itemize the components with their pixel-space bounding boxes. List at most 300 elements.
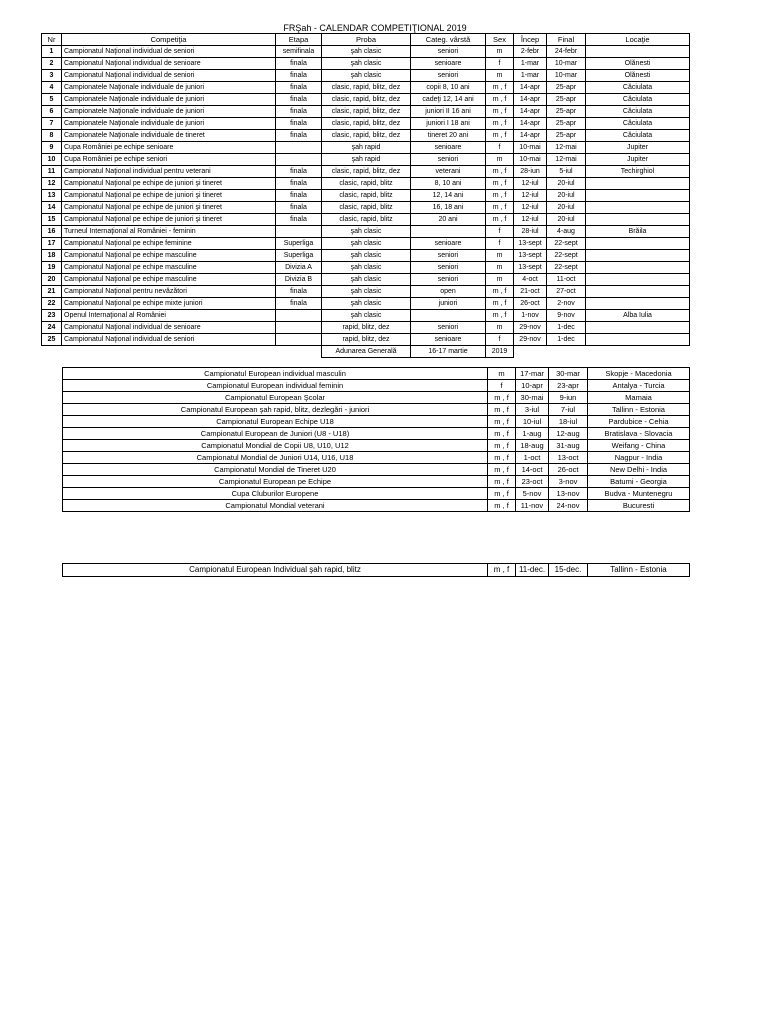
cell-event: şah clasic	[322, 286, 411, 298]
cell-competition: Campionatul European pe Echipe	[63, 476, 488, 488]
cell-end-date: 25-apr	[547, 94, 586, 106]
cell-sex: m , f	[488, 404, 516, 416]
cell-competition: Campionatele Naţionale individuale de tineret	[62, 130, 276, 142]
cell-start-date: 14-oct	[516, 464, 549, 476]
cell-nr: 9	[42, 142, 62, 154]
cell-end-date: 10-mar	[547, 58, 586, 70]
assembly-row	[42, 346, 690, 358]
cell-sex: m , f	[488, 500, 516, 512]
cell-location	[586, 202, 690, 214]
cell-nr: 16	[42, 226, 62, 238]
cell-sex: m	[486, 262, 514, 274]
table-row	[63, 500, 690, 512]
cell-sex: f	[486, 142, 514, 154]
cell-age-category: cadeţi 12, 14 ani	[411, 94, 486, 106]
cell-sex: m , f	[486, 106, 514, 118]
table-row	[42, 334, 690, 346]
cell-start-date: 13-sept	[514, 238, 547, 250]
cell-end-date: 2-nov	[547, 298, 586, 310]
cell-age-category	[411, 226, 486, 238]
cell-competition: Campionatul Naţional individual de seniori	[62, 334, 276, 346]
cell-start-date: 10-mai	[514, 154, 547, 166]
cell-end-date: 9-iun	[549, 392, 588, 404]
header-start-date: Încep	[514, 34, 547, 46]
cell-nr: 3	[42, 70, 62, 82]
cell-start-date: 1-mar	[514, 70, 547, 82]
page-title: FRŞah - CALENDAR COMPETIŢIONAL 2019	[283, 23, 467, 33]
cell-stage: finala	[276, 130, 322, 142]
cell-location: Skopje - Macedonia	[588, 368, 690, 380]
cell-location: Jupiter	[586, 154, 690, 166]
cell-stage: finala	[276, 214, 322, 226]
cell-location: Budva - Muntenegru	[588, 488, 690, 500]
cell-competition: Campionatele Naţionale individuale de juniori	[62, 94, 276, 106]
cell-start-date: 21-oct	[514, 286, 547, 298]
cell-start-date: 12-iul	[514, 178, 547, 190]
cell-event: şah clasic	[322, 226, 411, 238]
cell-end-date: 12-mai	[547, 154, 586, 166]
cell-end-date: 30-mar	[549, 368, 588, 380]
cell-event: clasic, rapid, blitz, dez	[322, 130, 411, 142]
cell-competition: Campionatul Naţional pe echipe feminine	[62, 238, 276, 250]
cell-end-date: 25-apr	[547, 106, 586, 118]
cell-event: clasic, rapid, blitz	[322, 190, 411, 202]
cell-event: şah clasic	[322, 274, 411, 286]
cell-sex: m , f	[488, 392, 516, 404]
cell-location	[586, 334, 690, 346]
cell-location: Căciulata	[586, 94, 690, 106]
cell-competition: Campionatul Mondial veterani	[63, 500, 488, 512]
cell-event: rapid, blitz, dez	[322, 334, 411, 346]
cell-location: Căciulata	[586, 82, 690, 94]
cell-location: Antalya - Turcia	[588, 380, 690, 392]
cell-nr: 14	[42, 202, 62, 214]
cell-end-date: 31-aug	[549, 440, 588, 452]
table-row	[63, 488, 690, 500]
cell-nr: 6	[42, 106, 62, 118]
cell-end-date: 20-iul	[547, 190, 586, 202]
cell-sex: m , f	[486, 286, 514, 298]
cell-nr: 17	[42, 238, 62, 250]
cell-sex: m	[486, 274, 514, 286]
cell-competition: Turneul Internaţional al României - feminin	[62, 226, 276, 238]
table-row	[42, 202, 690, 214]
cell-competition: Campionatul Mondial de Tineret U20	[63, 464, 488, 476]
cell-end-date: 12-aug	[549, 428, 588, 440]
cell-age-category: senioare	[411, 238, 486, 250]
cell-age-category: senioare	[411, 142, 486, 154]
cell-end-date: 25-apr	[547, 82, 586, 94]
header-location: Locaţie	[586, 34, 690, 46]
cell-stage: Superliga	[276, 238, 322, 250]
cell-location	[586, 262, 690, 274]
cell-event: rapid, blitz, dez	[322, 322, 411, 334]
cell-start-date: 14-apr	[514, 118, 547, 130]
cell-nr: 19	[42, 262, 62, 274]
cell-start-date: 14-apr	[514, 82, 547, 94]
table-row	[63, 476, 690, 488]
cell-event: şah clasic	[322, 298, 411, 310]
cell-start-date: 10-iul	[516, 416, 549, 428]
cell-event: şah rapid	[322, 154, 411, 166]
assembly-label: Adunarea Generală	[322, 346, 411, 358]
cell-end-date: 20-iul	[547, 202, 586, 214]
cell-sex: f	[486, 334, 514, 346]
cell-age-category: juniori	[411, 298, 486, 310]
cell-sex: m , f	[486, 118, 514, 130]
cell-start-date: 4-oct	[514, 274, 547, 286]
cell-competition: Campionatul Naţional individual de senioare	[62, 58, 276, 70]
cell-event: şah clasic	[322, 46, 411, 58]
cell-start-date: 23-oct	[516, 476, 549, 488]
table-row	[42, 46, 690, 58]
cell-stage: Divizia A	[276, 262, 322, 274]
cell-start-date: 29-nov	[514, 334, 547, 346]
cell-stage: finala	[276, 190, 322, 202]
cell-stage: finala	[276, 82, 322, 94]
cell-start-date: 11-nov	[516, 500, 549, 512]
cell-location	[586, 298, 690, 310]
cell-competition: Campionatele Naţionale individuale de juniori	[62, 82, 276, 94]
cell-location: Bratislava - Slovacia	[588, 428, 690, 440]
cell-sex: m	[486, 70, 514, 82]
table-row	[63, 452, 690, 464]
cell-start-date: 10-mai	[514, 142, 547, 154]
cell-competition: Campionatul Naţional individual de senioare	[62, 322, 276, 334]
cell-end-date: 5-iul	[547, 166, 586, 178]
cell-start-date: 14-apr	[514, 130, 547, 142]
cell-location	[586, 214, 690, 226]
national-calendar-table	[41, 33, 690, 358]
cell-location: Căciulata	[586, 118, 690, 130]
cell-competition: Campionatul European Individual şah rapid, blitz	[63, 564, 488, 577]
cell-start-date: 10-apr	[516, 380, 549, 392]
cell-age-category: 12, 14 ani	[411, 190, 486, 202]
cell-end-date: 25-apr	[547, 118, 586, 130]
cell-location: Căciulata	[586, 106, 690, 118]
cell-location: Batumi - Georgia	[588, 476, 690, 488]
cell-sex: m , f	[488, 488, 516, 500]
cell-start-date: 1-aug	[516, 428, 549, 440]
cell-sex: m , f	[486, 178, 514, 190]
cell-sex: m	[488, 368, 516, 380]
cell-start-date: 17-mar	[516, 368, 549, 380]
cell-sex: m , f	[488, 440, 516, 452]
cell-end-date: 27-oct	[547, 286, 586, 298]
cell-end-date: 20-iul	[547, 214, 586, 226]
header-stage: Etapa	[276, 34, 322, 46]
cell-competition: Campionatul Naţional pe echipe de juniori şi tineret	[62, 202, 276, 214]
cell-end-date: 22-sept	[547, 262, 586, 274]
cell-start-date: 30-mai	[516, 392, 549, 404]
cell-nr: 5	[42, 94, 62, 106]
cell-competition: Campionatul European individual masculin	[63, 368, 488, 380]
cell-nr: 8	[42, 130, 62, 142]
cell-location: Pardubice - Cehia	[588, 416, 690, 428]
cell-competition: Cupa României pe echipe senioare	[62, 142, 276, 154]
cell-end-date: 7-iul	[549, 404, 588, 416]
cell-competition: Campionatul European Şcolar	[63, 392, 488, 404]
cell-event: şah clasic	[322, 250, 411, 262]
cell-stage	[276, 322, 322, 334]
cell-end-date: 26-oct	[549, 464, 588, 476]
cell-start-date: 11-dec.	[516, 564, 549, 577]
table-row	[63, 464, 690, 476]
table-row	[42, 310, 690, 322]
cell-end-date: 9-nov	[547, 310, 586, 322]
cell-stage: finala	[276, 298, 322, 310]
cell-event: clasic, rapid, blitz, dez	[322, 106, 411, 118]
cell-start-date: 1-nov	[514, 310, 547, 322]
cell-end-date: 1-dec	[547, 322, 586, 334]
header-sex: Sex	[486, 34, 514, 46]
cell-competition: Campionatul European Echipe U18	[63, 416, 488, 428]
table-row	[42, 70, 690, 82]
table-row	[42, 226, 690, 238]
cell-location	[586, 46, 690, 58]
cell-nr: 20	[42, 274, 62, 286]
cell-sex: m , f	[488, 428, 516, 440]
table-row	[63, 564, 690, 577]
cell-age-category: 20 ani	[411, 214, 486, 226]
cell-nr: 12	[42, 178, 62, 190]
cell-age-category: veterani	[411, 166, 486, 178]
cell-start-date: 29-nov	[514, 322, 547, 334]
cell-stage: finala	[276, 286, 322, 298]
cell-start-date: 26-oct	[514, 298, 547, 310]
table-row	[42, 274, 690, 286]
assembly-date: 16-17 martie	[411, 346, 486, 358]
cell-event: clasic, rapid, blitz	[322, 178, 411, 190]
cell-sex: m , f	[486, 130, 514, 142]
cell-age-category: seniori	[411, 262, 486, 274]
cell-location: Weifang - China	[588, 440, 690, 452]
cell-age-category: copii 8, 10 ani	[411, 82, 486, 94]
cell-end-date: 12-mai	[547, 142, 586, 154]
cell-competition: Campionatul Mondial de Copii U8, U10, U12	[63, 440, 488, 452]
cell-sex: m , f	[488, 464, 516, 476]
cell-end-date: 13-oct	[549, 452, 588, 464]
cell-location: Brăila	[586, 226, 690, 238]
extra-event-table	[62, 563, 690, 577]
cell-competition: Campionatul Naţional pe echipe masculine	[62, 274, 276, 286]
cell-location: Olănesti	[586, 58, 690, 70]
cell-end-date: 22-sept	[547, 238, 586, 250]
cell-event: clasic, rapid, blitz, dez	[322, 166, 411, 178]
cell-start-date: 13-sept	[514, 250, 547, 262]
cell-start-date: 28-iun	[514, 166, 547, 178]
cell-start-date: 2-febr	[514, 46, 547, 58]
cell-start-date: 5-nov	[516, 488, 549, 500]
cell-nr: 22	[42, 298, 62, 310]
cell-age-category: juniori II 16 ani	[411, 106, 486, 118]
cell-location: Tallinn - Estonia	[588, 564, 690, 577]
cell-competition: Campionatul Naţional pe echipe masculine	[62, 262, 276, 274]
cell-location	[586, 322, 690, 334]
cell-age-category: seniori	[411, 322, 486, 334]
header-nr: Nr	[42, 34, 62, 46]
table-row	[42, 118, 690, 130]
cell-stage: Superliga	[276, 250, 322, 262]
cell-sex: m , f	[488, 476, 516, 488]
cell-competition: Campionatele Naţionale individuale de juniori	[62, 118, 276, 130]
cell-event: clasic, rapid, blitz, dez	[322, 118, 411, 130]
table-row	[42, 214, 690, 226]
cell-end-date: 4-aug	[547, 226, 586, 238]
cell-location	[586, 250, 690, 262]
cell-start-date: 14-apr	[514, 94, 547, 106]
assembly-year: 2019	[486, 346, 514, 358]
cell-nr: 2	[42, 58, 62, 70]
cell-location: Alba Iulia	[586, 310, 690, 322]
cell-stage: finala	[276, 166, 322, 178]
cell-nr: 11	[42, 166, 62, 178]
cell-sex: m , f	[486, 94, 514, 106]
cell-event: şah clasic	[322, 70, 411, 82]
table-row	[42, 94, 690, 106]
cell-stage	[276, 334, 322, 346]
cell-nr: 15	[42, 214, 62, 226]
cell-age-category: seniori	[411, 46, 486, 58]
cell-age-category: 16, 18 ani	[411, 202, 486, 214]
cell-sex: m , f	[486, 298, 514, 310]
cell-event: clasic, rapid, blitz, dez	[322, 82, 411, 94]
table-row	[42, 58, 690, 70]
cell-competition: Campionatul European de Juniori (U8 - U18)	[63, 428, 488, 440]
cell-stage: semifinala	[276, 46, 322, 58]
cell-event: şah rapid	[322, 142, 411, 154]
cell-stage: finala	[276, 106, 322, 118]
cell-stage: finala	[276, 70, 322, 82]
cell-age-category: seniori	[411, 274, 486, 286]
table-row	[42, 178, 690, 190]
table-row	[63, 368, 690, 380]
cell-stage	[276, 154, 322, 166]
cell-end-date: 23-apr	[549, 380, 588, 392]
cell-end-date: 20-iul	[547, 178, 586, 190]
header-age-category: Categ. vârstă	[411, 34, 486, 46]
cell-location: Mamaia	[588, 392, 690, 404]
table-row	[42, 166, 690, 178]
cell-competition: Cupa Cluburilor Europene	[63, 488, 488, 500]
table-row	[63, 416, 690, 428]
cell-competition: Cupa României pe echipe seniori	[62, 154, 276, 166]
cell-start-date: 1-mar	[514, 58, 547, 70]
cell-location	[586, 238, 690, 250]
table-row	[42, 154, 690, 166]
cell-sex: f	[486, 238, 514, 250]
cell-sex: m , f	[486, 214, 514, 226]
cell-competition: Campionatul Naţional individual de seniori	[62, 46, 276, 58]
cell-end-date: 22-sept	[547, 250, 586, 262]
cell-competition: Campionatul Naţional pe echipe de juniori şi tineret	[62, 214, 276, 226]
cell-event: şah clasic	[322, 262, 411, 274]
cell-stage: finala	[276, 58, 322, 70]
table-row	[42, 106, 690, 118]
cell-nr: 4	[42, 82, 62, 94]
cell-sex: m , f	[486, 310, 514, 322]
cell-age-category: seniori	[411, 70, 486, 82]
cell-competition: Campionatul Naţional pe echipe de juniori şi tineret	[62, 178, 276, 190]
cell-event: clasic, rapid, blitz, dez	[322, 94, 411, 106]
cell-stage: finala	[276, 178, 322, 190]
cell-sex: m	[486, 154, 514, 166]
cell-location: Olănesti	[586, 70, 690, 82]
cell-competition: Campionatul Naţional individual pentru veterani	[62, 166, 276, 178]
table-row	[63, 428, 690, 440]
cell-sex: f	[486, 226, 514, 238]
cell-competition: Campionatul European şah rapid, blitz, dezlegări - juniori	[63, 404, 488, 416]
cell-start-date: 12-iul	[514, 190, 547, 202]
cell-start-date: 12-iul	[514, 202, 547, 214]
international-calendar-table	[62, 367, 690, 512]
table-row	[42, 286, 690, 298]
cell-competition: Campionatul Naţional pe echipe mixte juniori	[62, 298, 276, 310]
cell-sex: m , f	[488, 564, 516, 577]
cell-nr: 7	[42, 118, 62, 130]
cell-end-date: 24-febr	[547, 46, 586, 58]
table-row	[42, 298, 690, 310]
cell-event: şah clasic	[322, 310, 411, 322]
header-end-date: Final	[547, 34, 586, 46]
table-row	[42, 142, 690, 154]
table-row	[42, 130, 690, 142]
cell-location	[586, 178, 690, 190]
cell-age-category: senioare	[411, 58, 486, 70]
cell-competition: Campionatul Naţional pe echipe de juniori şi tineret	[62, 190, 276, 202]
cell-location: Nagpur - India	[588, 452, 690, 464]
cell-age-category: 8, 10 ani	[411, 178, 486, 190]
cell-sex: m	[486, 250, 514, 262]
cell-location	[586, 286, 690, 298]
cell-age-category	[411, 310, 486, 322]
cell-nr: 21	[42, 286, 62, 298]
cell-sex: f	[486, 58, 514, 70]
cell-stage	[276, 310, 322, 322]
header-row	[42, 34, 690, 46]
cell-location	[586, 274, 690, 286]
cell-stage	[276, 142, 322, 154]
header-competition: Competiţia	[62, 34, 276, 46]
cell-start-date: 18-aug	[516, 440, 549, 452]
cell-start-date: 13-sept	[514, 262, 547, 274]
header-event: Proba	[322, 34, 411, 46]
cell-age-category: seniori	[411, 250, 486, 262]
cell-competition: Campionatele Naţionale individuale de juniori	[62, 106, 276, 118]
cell-event: şah clasic	[322, 58, 411, 70]
cell-nr: 13	[42, 190, 62, 202]
cell-end-date: 13-nov	[549, 488, 588, 500]
cell-event: clasic, rapid, blitz	[322, 214, 411, 226]
cell-start-date: 12-iul	[514, 214, 547, 226]
cell-sex: m , f	[486, 82, 514, 94]
cell-stage: finala	[276, 94, 322, 106]
cell-sex: m , f	[488, 452, 516, 464]
cell-sex: m	[486, 46, 514, 58]
cell-end-date: 24-nov	[549, 500, 588, 512]
cell-end-date: 3-nov	[549, 476, 588, 488]
cell-nr: 18	[42, 250, 62, 262]
cell-competition: Openul Internaţional al României	[62, 310, 276, 322]
cell-location: New Delhi - India	[588, 464, 690, 476]
cell-age-category: open	[411, 286, 486, 298]
cell-location	[586, 190, 690, 202]
cell-age-category: seniori	[411, 154, 486, 166]
table-row	[42, 190, 690, 202]
cell-end-date: 18-iul	[549, 416, 588, 428]
cell-location: Jupiter	[586, 142, 690, 154]
cell-stage: finala	[276, 118, 322, 130]
